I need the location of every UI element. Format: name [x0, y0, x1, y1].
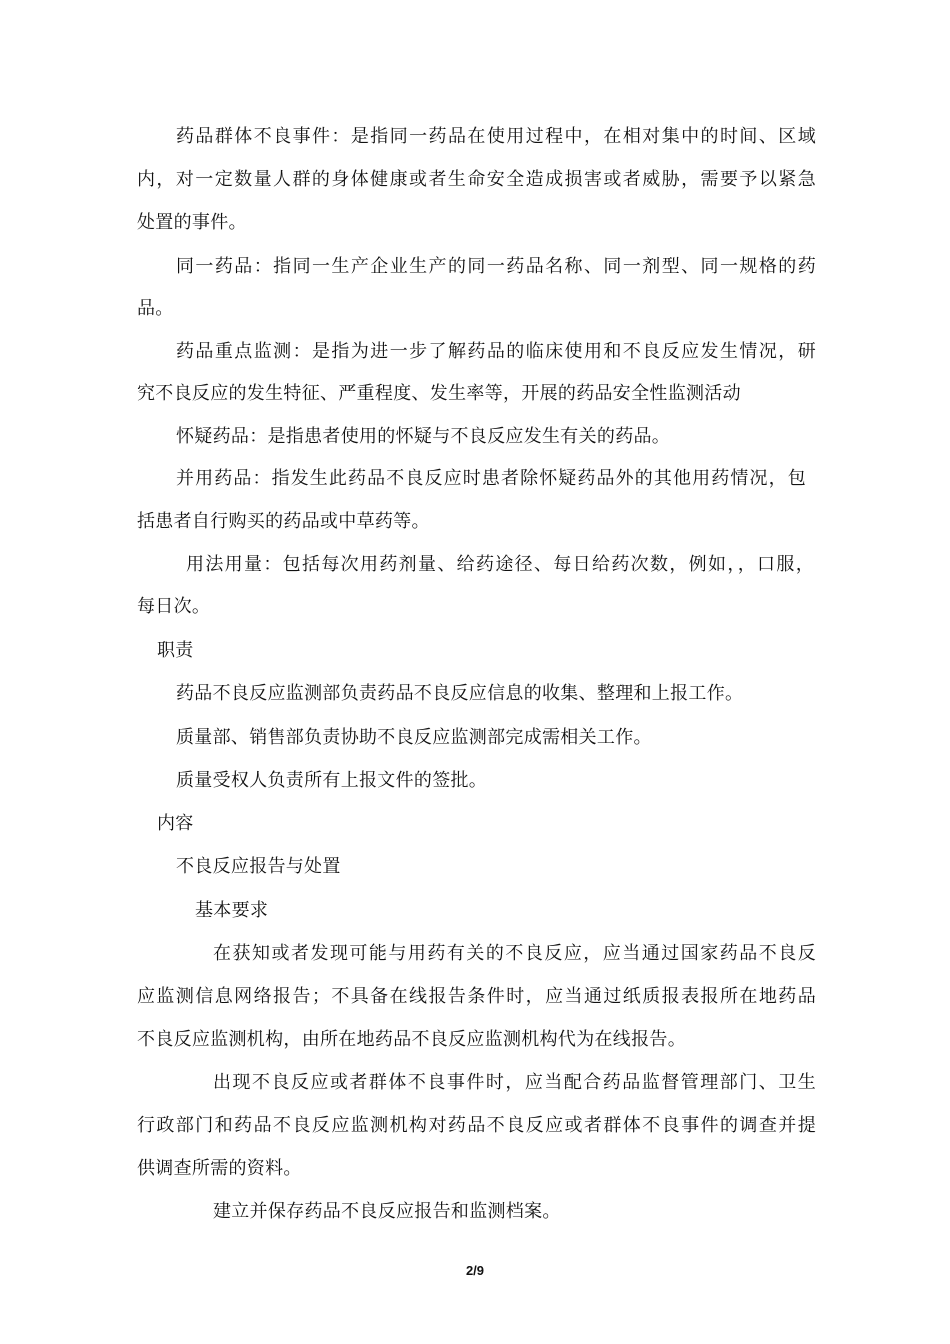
text-line: 怀疑药品：是指患者使用的怀疑与不良反应发生有关的药品。	[176, 426, 671, 447]
subsection-heading: 不良反应报告与处置	[176, 856, 341, 877]
text-line: 供调查所需的资料。	[137, 1158, 302, 1179]
text-line: 不良反应监测机构，由所在地药品不良反应监测机构代为在线报告。	[137, 1029, 686, 1050]
text-line: 药品群体不良事件：是指同一药品在使用过程中，在相对集中的时间、区域	[176, 126, 816, 147]
text-line: 质量部、销售部负责协助不良反应监测部完成需相关工作。	[176, 727, 652, 748]
text-line: 内，对一定数量人群的身体健康或者生命安全造成损害或者威胁，需要予以紧急	[137, 169, 816, 190]
text-line: 同一药品：指同一生产企业生产的同一药品名称、同一剂型、同一规格的药	[176, 256, 816, 277]
section-heading: 内容	[157, 813, 194, 834]
text-line: 建立并保存药品不良反应报告和监测档案。	[213, 1201, 561, 1222]
text-line: 药品不良反应监测部负责药品不良反应信息的收集、整理和上报工作。	[176, 683, 744, 704]
text-line: 处置的事件。	[137, 212, 247, 233]
text-line: 并用药品：指发生此药品不良反应时患者除怀疑药品外的其他用药情况，包	[176, 468, 806, 489]
text-line: 每日次。	[137, 596, 211, 617]
section-heading: 职责	[157, 640, 194, 661]
subsection-heading: 基本要求	[195, 900, 269, 921]
text-line: 品。	[137, 298, 174, 319]
text-line: 出现不良反应或者群体不良事件时，应当配合药品监督管理部门、卫生	[213, 1072, 816, 1093]
text-line: 用法用量：包括每次用药剂量、给药途径、每日给药次数，例如，，口服，	[186, 554, 814, 575]
text-line: 行政部门和药品不良反应监测机构对药品不良反应或者群体不良事件的调查并提	[137, 1115, 816, 1136]
text-line: 药品重点监测：是指为进一步了解药品的临床使用和不良反应发生情况，研	[176, 341, 816, 362]
text-line: 质量受权人负责所有上报文件的签批。	[176, 770, 488, 791]
text-line: 在获知或者发现可能与用药有关的不良反应，应当通过国家药品不良反	[213, 943, 816, 964]
text-line: 究不良反应的发生特征、严重程度、发生率等，开展的药品安全性监测活动	[137, 383, 741, 404]
text-line: 括患者自行购买的药品或中草药等。	[137, 511, 430, 532]
text-line: 应监测信息网络报告；不具备在线报告条件时，应当通过纸质报表报所在地药品	[137, 986, 816, 1007]
page-number: 2/9	[465, 1263, 485, 1278]
